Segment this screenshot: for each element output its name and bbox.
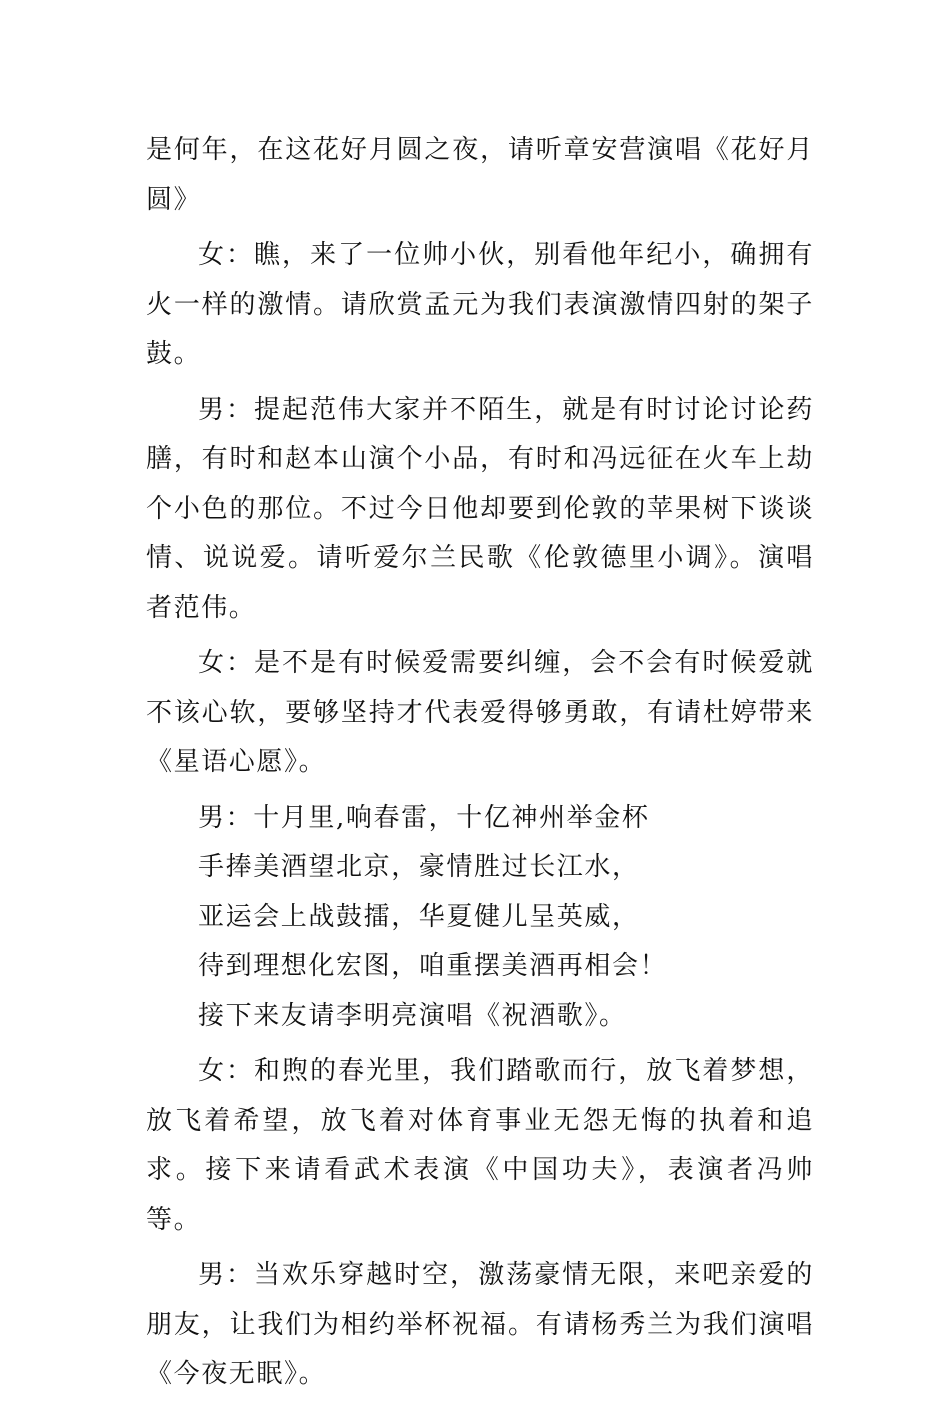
paragraph: 女：瞧，来了一位帅小伙，别看他年纪小，确拥有火一样的激情。请欣赏孟元为我们表演激情四射的架子鼓。 [146, 240, 814, 369]
poem-line: 男：十月里,响春雷，十亿神州举金杯 [198, 802, 650, 833]
paragraph: 男：提起范伟大家并不陌生，就是有时讨论讨论药膳，有时和赵本山演个小品，有时和冯远征在火车上劫个小色的那位。不过今日他却要到伦敦的苹果树下谈谈情、说说爱。请听爱尔兰民歌《伦敦德里小调》。演唱者范伟。 [146, 394, 814, 623]
paragraph: 女：是不是有时候爱需要纠缠，会不会有时候爱就不该心软，要够坚持才代表爱得够勇敢，有请杜婷带来《星语心愿》。 [146, 648, 814, 777]
paragraph: 男：当欢乐穿越时空，激荡豪情无限，来吧亲爱的朋友，让我们为相约举杯祝福。有请杨秀兰为我们演唱《今夜无眠》。 [146, 1260, 814, 1389]
poem-block [146, 794, 814, 1042]
poem-line: 待到理想化宏图，咱重摆美酒再相会！ [198, 951, 668, 981]
paragraph: 是何年，在这花好月圆之夜，请听章安营演唱《花好月圆》 [146, 135, 814, 215]
poem-line: 手捧美酒望北京，豪情胜过长江水， [198, 852, 640, 882]
paragraph: 女：和煦的春光里，我们踏歌而行，放飞着梦想，放飞着希望，放飞着对体育事业无怨无悔的执着和追求。接下来请看武术表演《中国功夫》，表演者冯帅等。 [146, 1056, 814, 1235]
poem-line: 亚运会上战鼓擂，华夏健儿呈英威， [198, 901, 640, 932]
document-page [146, 126, 814, 1406]
poem-line: 接下来友请李明亮演唱《祝酒歌》。 [198, 1000, 627, 1031]
